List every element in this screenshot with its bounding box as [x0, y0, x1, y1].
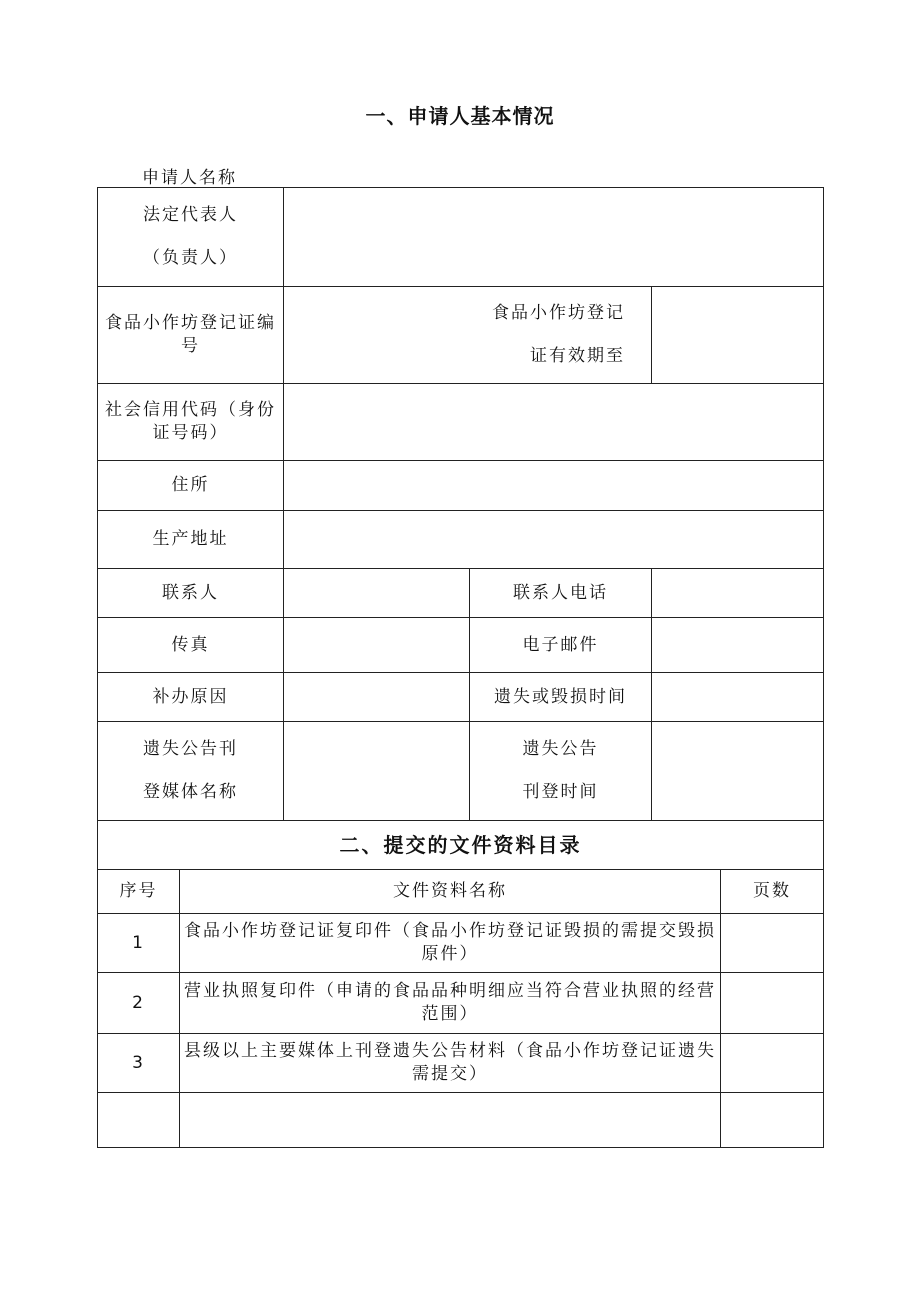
credit-code-label: 社会信用代码（身份证号码）	[98, 384, 284, 461]
reissue-reason-label: 补办原因	[98, 673, 284, 722]
header-pages: 页数	[721, 870, 824, 914]
contact-value[interactable]	[284, 569, 470, 618]
applicant-name-label: 申请人名称	[142, 168, 237, 188]
table-row	[98, 914, 824, 973]
fax-label: 传真	[98, 618, 284, 673]
contact-phone-value[interactable]	[652, 569, 824, 618]
table-row	[98, 973, 824, 1034]
production-address-label: 生产地址	[98, 511, 284, 569]
notice-time-value[interactable]	[652, 722, 824, 821]
legal-rep-label	[98, 188, 284, 287]
production-address-value[interactable]	[284, 511, 824, 569]
loss-time-label: 遗失或毁损时间	[470, 673, 652, 722]
license-expiry-line2: 证有效期至	[530, 346, 625, 366]
header-no: 序号	[98, 870, 180, 914]
notice-time-label	[470, 722, 652, 821]
email-label: 电子邮件	[470, 618, 652, 673]
page-title: 一、申请人基本情况	[365, 104, 555, 128]
license-no-label: 食品小作坊登记证编号	[98, 287, 284, 384]
row-pages-value[interactable]	[721, 1034, 824, 1093]
row-doc-name: 县级以上主要媒体上刊登遗失公告材料（食品小作坊登记证遗失需提交）	[180, 1034, 721, 1093]
row-no-empty[interactable]	[98, 1093, 180, 1148]
residence-value[interactable]	[284, 461, 824, 511]
row-no: 2	[98, 973, 180, 1034]
license-expiry-value[interactable]	[652, 287, 824, 384]
contact-phone-label: 联系人电话	[470, 569, 652, 618]
row-pages-value[interactable]	[721, 1093, 824, 1148]
media-name-label	[98, 722, 284, 821]
row-doc-name: 食品小作坊登记证复印件（食品小作坊登记证毁损的需提交毁损原件）	[180, 914, 721, 973]
email-value[interactable]	[652, 618, 824, 673]
row-pages-value[interactable]	[721, 914, 824, 973]
media-name-value[interactable]	[284, 722, 470, 821]
header-name: 文件资料名称	[180, 870, 721, 914]
row-no: 3	[98, 1034, 180, 1093]
residence-label: 住所	[98, 461, 284, 511]
table-row	[98, 1093, 824, 1148]
notice-time-line1: 遗失公告	[522, 739, 599, 760]
license-expiry-label	[284, 287, 652, 384]
section2-title: 二、提交的文件资料目录	[98, 821, 824, 870]
license-expiry-line1: 食品小作坊登记	[492, 303, 625, 324]
legal-rep-line1: 法定代表人	[143, 205, 238, 226]
row-no: 1	[98, 914, 180, 973]
reissue-reason-value[interactable]	[284, 673, 470, 722]
row-doc-name: 营业执照复印件（申请的食品品种明细应当符合营业执照的经营范围）	[180, 973, 721, 1034]
credit-code-value[interactable]	[284, 384, 824, 461]
media-name-line2: 登媒体名称	[143, 782, 238, 802]
loss-time-value[interactable]	[652, 673, 824, 722]
table-row	[98, 1034, 824, 1093]
contact-label: 联系人	[98, 569, 284, 618]
row-doc-name-empty[interactable]	[180, 1093, 721, 1148]
media-name-line1: 遗失公告刊	[143, 739, 238, 760]
legal-rep-value[interactable]	[284, 188, 824, 287]
notice-time-line2: 刊登时间	[522, 782, 599, 802]
application-form-table	[97, 187, 824, 1148]
legal-rep-line2: （负责人）	[143, 248, 238, 268]
row-pages-value[interactable]	[721, 973, 824, 1034]
fax-value[interactable]	[284, 618, 470, 673]
